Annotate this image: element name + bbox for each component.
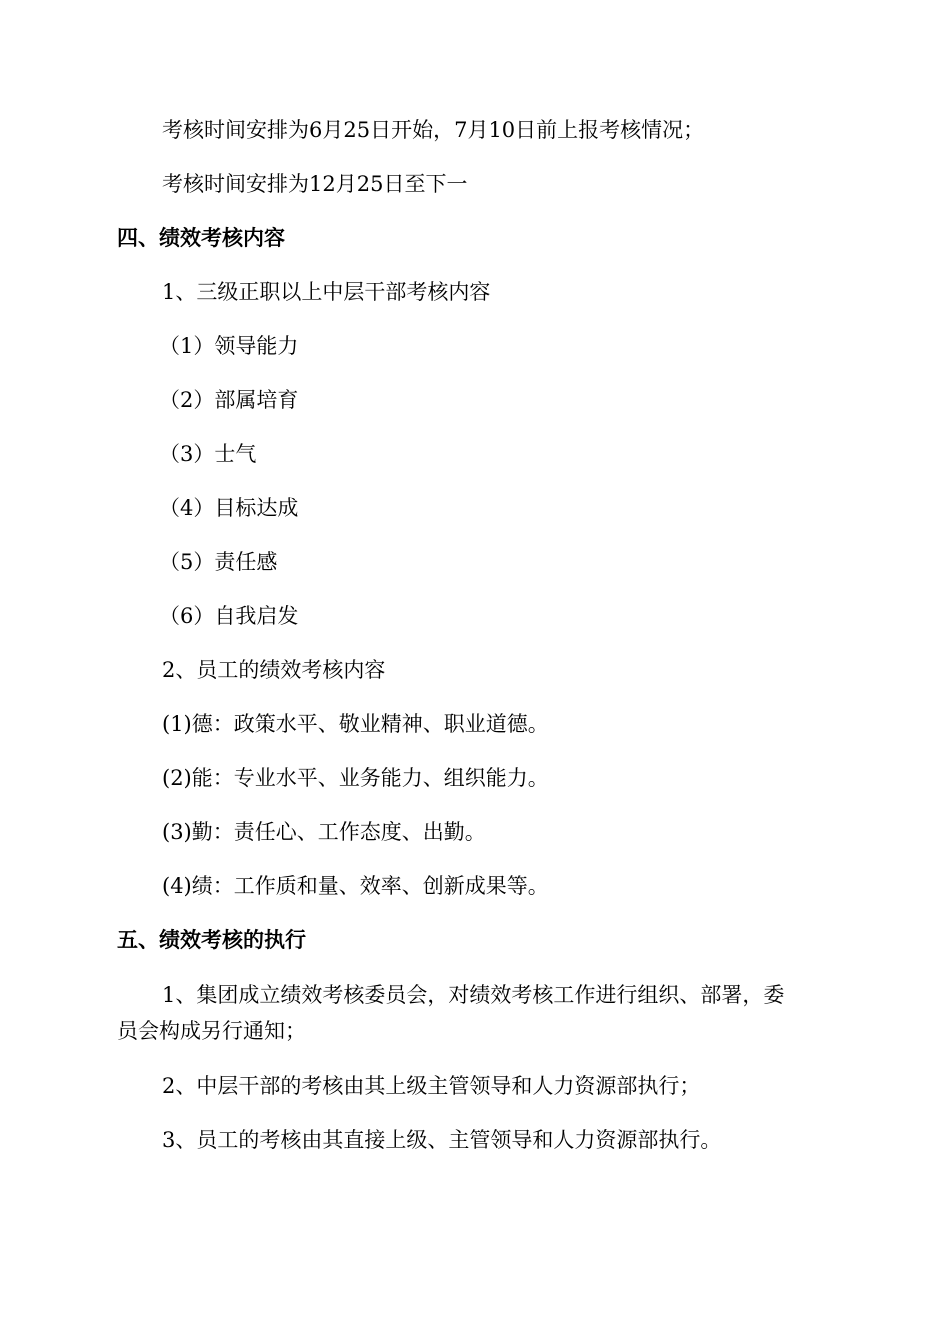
sub1-item-5: （5）责任感 bbox=[159, 550, 278, 574]
section-5-item-2: 2、中层干部的考核由其上级主管领导和人力资源部执行； bbox=[162, 1074, 701, 1098]
schedule-line-1: 考核时间安排为6月25日开始，7月10日前上报考核情况； bbox=[162, 118, 705, 142]
section-4-sub1-title: 1、三级正职以上中层干部考核内容 bbox=[162, 280, 491, 304]
sub2-item-3: (3)勤：责任心、工作态度、出勤。 bbox=[162, 820, 486, 844]
sub1-item-4: （4）目标达成 bbox=[159, 496, 299, 520]
sub1-item-3: （3）士气 bbox=[159, 442, 257, 466]
section-5-item-1: 1、集团成立绩效考核委员会，对绩效考核工作进行组织、部署，委 bbox=[162, 983, 785, 1007]
schedule-line-2: 考核时间安排为12月25日至下一 bbox=[162, 172, 468, 196]
sub1-item-1: （1）领导能力 bbox=[159, 334, 299, 358]
section-5-item-3: 3、员工的考核由其直接上级、主管领导和人力资源部执行。 bbox=[162, 1128, 722, 1152]
sub1-item-2: （2）部属培育 bbox=[159, 388, 299, 412]
section-4-sub2-title: 2、员工的绩效考核内容 bbox=[162, 658, 386, 682]
sub2-item-2: (2)能：专业水平、业务能力、组织能力。 bbox=[162, 766, 549, 790]
sub2-item-4: (4)绩：工作质和量、效率、创新成果等。 bbox=[162, 874, 549, 898]
section-5-item-1-continuation: 员会构成另行通知； bbox=[117, 1019, 306, 1043]
sub1-item-6: （6）自我启发 bbox=[159, 604, 299, 628]
section-5-heading: 五、绩效考核的执行 bbox=[117, 928, 306, 952]
sub2-item-1: (1)德：政策水平、敬业精神、职业道德。 bbox=[162, 712, 549, 736]
section-4-heading: 四、绩效考核内容 bbox=[117, 226, 285, 250]
